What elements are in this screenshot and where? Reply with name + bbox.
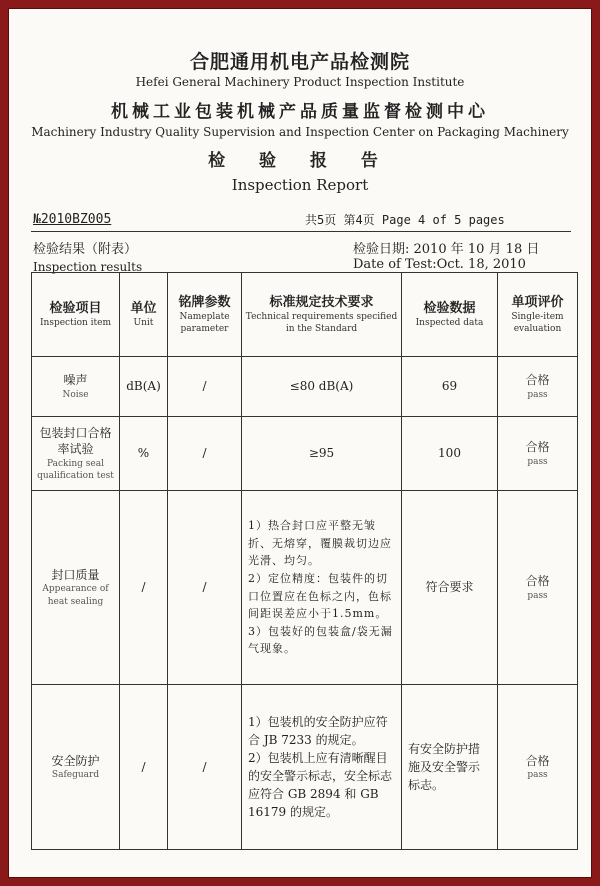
header-requirements: 标准规定技术要求 Technical requirements specified in the Standard (242, 273, 402, 357)
header-evaluation: 单项评价 Single-item evaluation (498, 273, 578, 357)
table-row (32, 491, 578, 685)
center-name-en: Machinery Industry Quality Supervision and Inspection Center on Packaging Machinery (31, 125, 569, 139)
header-nameplate: 铭牌参数 Nameplate parameter (168, 273, 242, 357)
nameplate-cell: / (168, 357, 242, 417)
data-cell: 符合要求 (402, 491, 498, 685)
evaluation-cell: 合格 pass (498, 491, 578, 685)
evaluation-cell: 合格 pass (498, 417, 578, 491)
nameplate-cell: / (168, 685, 242, 850)
report-title-en: Inspection Report (231, 176, 369, 194)
nameplate-cell: / (168, 417, 242, 491)
test-date-en: Date of Test:Oct. 18, 2010 (353, 257, 526, 272)
institute-name-zh: 合肥通用机电产品检测院 (189, 51, 410, 73)
evaluation-cell: 合格 pass (498, 357, 578, 417)
unit-cell: dB(A) (120, 357, 168, 417)
table-row (32, 417, 578, 491)
center-name-zh: 机械工业包装机械产品质量监督检测中心 (111, 102, 489, 122)
requirement-cell: ≤80 dB(A) (242, 357, 402, 417)
header-unit: 单位 Unit (120, 273, 168, 357)
header-data: 检验数据 Inspected data (402, 273, 498, 357)
results-label-zh: 检验结果（附表） (33, 242, 138, 257)
institute-name-en: Hefei General Machinery Product Inspection Institute (135, 75, 465, 89)
data-cell: 100 (402, 417, 498, 491)
requirement-cell: 1）热合封口应平整无皱折、无熔穿，覆膜裁切边应光滑、均匀。 2）定位精度：包装件的切口位置应在色标之内，色标间距误差应小于1.5mm。 3）包装好的包装盒/袋无漏气现象。 (242, 491, 402, 685)
report-number: №2010BZ005 (33, 212, 112, 227)
divider (31, 231, 571, 232)
requirement-cell: ≥95 (242, 417, 402, 491)
report-page (8, 8, 592, 878)
test-date-zh: 检验日期: 2010 年 10 月 18 日 (353, 242, 540, 257)
evaluation-cell: 合格 pass (498, 685, 578, 850)
unit-cell: / (120, 685, 168, 850)
unit-cell: % (120, 417, 168, 491)
report-title-zh: 检 验 报 告 (208, 151, 392, 171)
page-indicator: 共5页 第4页 Page 4 of 5 pages (305, 213, 505, 227)
table-row (32, 357, 578, 417)
item-cell: 封口质量 Appearance of heat sealing (32, 491, 120, 685)
nameplate-cell: / (168, 491, 242, 685)
item-cell: 安全防护 Safeguard (32, 685, 120, 850)
results-label-en: Inspection results (33, 260, 143, 274)
requirement-cell: 1）包装机的安全防护应符合 JB 7233 的规定。 2）包装机上应有清晰醒目的安全警示标志，安全标志应符合 GB 2894 和 GB 16179 的规定。 (242, 685, 402, 850)
unit-cell: / (120, 491, 168, 685)
table-row (32, 685, 578, 850)
table-header-row (32, 273, 578, 357)
item-cell: 噪声 Noise (32, 357, 120, 417)
item-cell: 包装封口合格率试验 Packing seal qualification test (32, 417, 120, 491)
header-item: 检验项目 Inspection item (32, 273, 120, 357)
data-cell: 有安全防护措施及安全警示标志。 (402, 685, 498, 850)
results-table (31, 272, 578, 850)
data-cell: 69 (402, 357, 498, 417)
